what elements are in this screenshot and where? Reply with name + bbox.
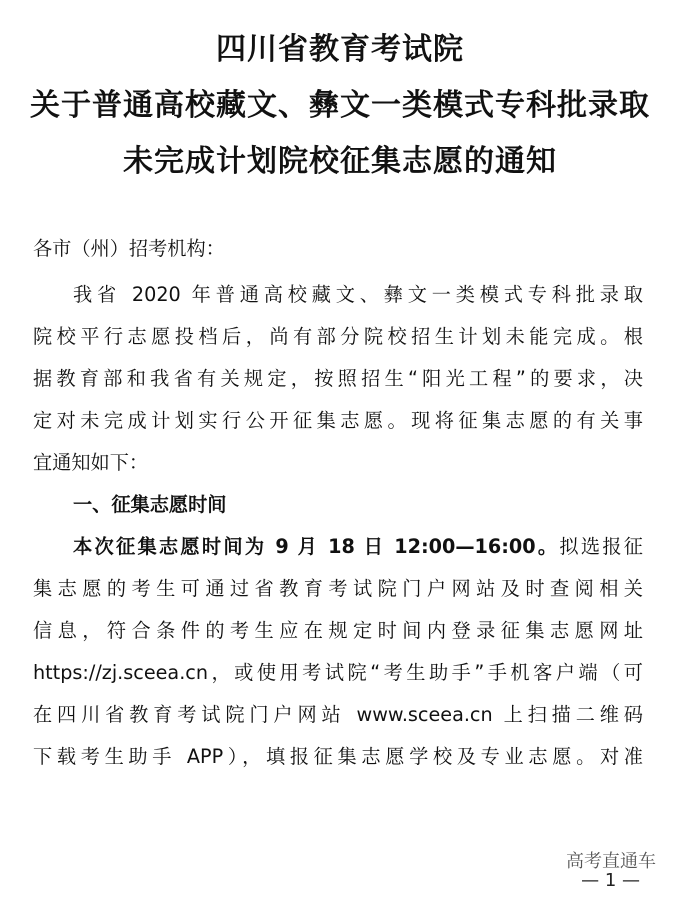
title-line-2: 关于普通高校藏文、彝文一类模式专科批录取 xyxy=(30,88,650,123)
paragraph-text: 拟选报征 xyxy=(559,535,643,558)
paragraph-line: 在四川省教育考试院门户网站 www.sceea.cn 上扫描二维码 xyxy=(33,703,643,726)
document-title xyxy=(0,22,680,190)
paragraph-time xyxy=(33,526,643,778)
title-line-1: 四川省教育考试院 xyxy=(216,32,464,67)
paragraph-line: 院校平行志愿投档后，尚有部分院校招生计划未能完成。根 xyxy=(33,325,643,348)
page-number-text: — 1 — xyxy=(581,870,640,891)
paragraph-line: 下载考生助手 APP），填报征集志愿学校及专业志愿。对准 xyxy=(33,745,643,768)
paragraph-line: 定对未完成计划实行公开征集志愿。现将征集志愿的有关事 xyxy=(33,409,643,432)
paragraph-line: 据教育部和我省有关规定，按照招生“阳光工程”的要求，决 xyxy=(33,367,643,390)
page-number xyxy=(0,870,680,891)
paragraph-line xyxy=(33,526,643,568)
paragraph-line: 宜通知如下： xyxy=(33,451,149,474)
section-heading: 一、征集志愿时间 xyxy=(73,493,227,516)
paragraph-line: https://zj.sceea.cn，或使用考试院“考生助手”手机客户端（可 xyxy=(33,661,643,684)
watermark: 高考直通车 xyxy=(566,851,656,872)
highlighted-time: 本次征集志愿时间为 9 月 18 日 12:00—16:00。 xyxy=(73,535,560,558)
salutation: 各市（州）招考机构： xyxy=(33,237,225,260)
paragraph-line: 信息，符合条件的考生应在规定时间内登录征集志愿网址 xyxy=(33,619,643,642)
paragraph-line: 我省 2020 年普通高校藏文、彝文一类模式专科批录取 xyxy=(73,283,643,306)
paragraph-intro xyxy=(33,274,643,484)
title-line-3: 未完成计划院校征集志愿的通知 xyxy=(123,144,557,179)
paragraph-line: 集志愿的考生可通过省教育考试院门户网站及时查阅相关 xyxy=(33,577,643,600)
document-body xyxy=(33,228,643,778)
